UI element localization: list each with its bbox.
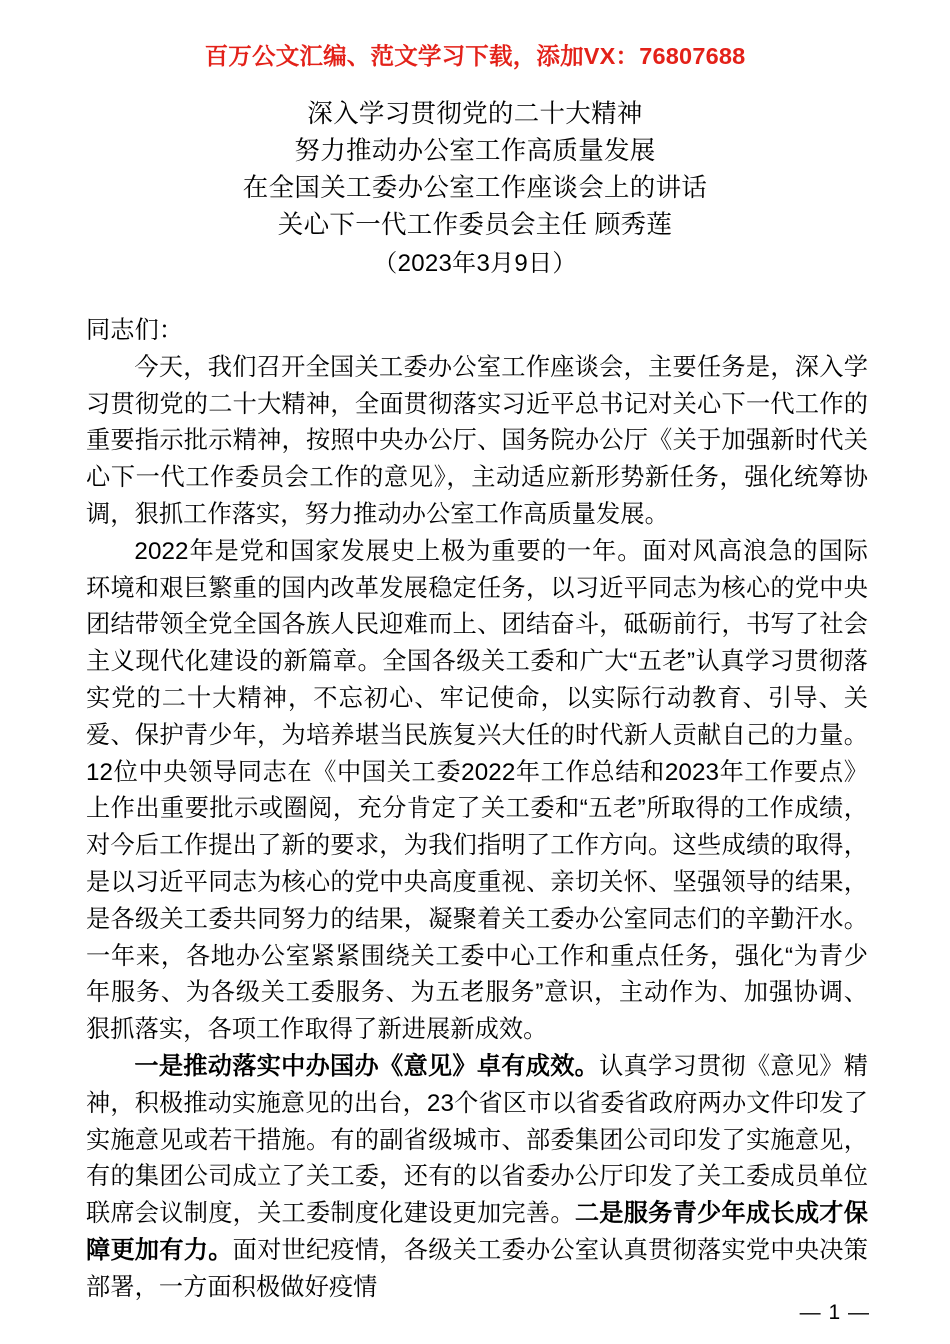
document-body xyxy=(86,313,868,1307)
title-line-3: 在全国关工委办公室工作座谈会上的讲话 xyxy=(242,174,708,202)
title-line-2: 努力推动办公室工作高质量发展 xyxy=(294,137,656,165)
salutation: 同志们： xyxy=(86,317,184,344)
paragraph-3-heading-1: 一是推动落实中办国办《意见》卓有成效。 xyxy=(134,1052,600,1080)
paragraph-2: 2022年是党和国家发展史上极为重要的一年。面对风高浪急的国际环境和艰巨繁重的国内改革发展稳定任务，以习近平同志为核心的党中央团结带领全党全国各族人民迎难而上、团结奋斗，砥砺前行，书写了社会主义现代化建设的新篇章。全国各级关工委和广大“五老”认真学习贯彻落实党的二十大精神，不忘初心、牢记使命，以实际行动教育、引导、关爱、保护青少年，为培养堪当民族复兴大任的时代新人贡献自己的力量。12位中央领导同志在《中国关工委2022年工作总结和2023年工作要点》上作出重要批示或圈阅，充分肯定了关工委和“五老”所取得的工作成绩，对今后工作提出了新的要求，为我们指明了工作方向。这些成绩的取得，是以习近平同志为核心的党中央高度重视、亲切关怀、坚强领导的结果，是各级关工委共同努力的结果，凝聚着关工委办公室同志们的辛勤汗水。一年来，各地办公室紧紧围绕关工委中心工作和重点任务，强化“为青少年服务、为各级关工委服务、为五老服务”意识，主动作为、加强协调、狠抓落实，各项工作取得了新进展新成效。 xyxy=(86,537,868,1044)
title-date: （2023年3月9日） xyxy=(373,250,577,277)
document-title-block xyxy=(0,96,950,284)
paragraph-3-heading-2: 二是服务青少年成长成才保障更加有力。 xyxy=(86,1200,868,1264)
page-number: — 1 — xyxy=(799,1301,870,1324)
title-line-author: 关心下一代工作委员会主任 顾秀莲 xyxy=(277,211,673,239)
paragraph-1: 今天，我们召开全国关工委办公室工作座谈会，主要任务是，深入学习贯彻党的二十大精神，全面贯彻落实习近平总书记对关心下一代工作的重要指示批示精神，按照中央办公厅、国务院办公厅《关于加强新时代关心下一代工作委员会工作的意见》，主动适应新形势新任务，强化统筹协调，狠抓工作落实，努力推动办公室工作高质量发展。 xyxy=(86,353,868,528)
promo-header-text: 百万公文汇编、范文学习下载，添加VX：76807688 xyxy=(204,43,746,69)
paragraph-3-text-2: 面对世纪疫情，各级关工委办公室认真贯彻落实党中央决策部署，一方面积极做好疫情 xyxy=(86,1236,868,1301)
paragraph-3 xyxy=(86,1049,868,1307)
paragraph-3-text-1: 认真学习贯彻《意见》精神，积极推动实施意见的出台，23个省区市以省委省政府两办文件印发了实施意见或若干措施。有的副省级城市、部委集团公司印发了实施意见，有的集团公司成立了关工委，还有的以省委办公厅印发了关工委成员单位联席会议制度，关工委制度化建设更加完善。 xyxy=(86,1052,868,1228)
title-line-1: 深入学习贯彻党的二十大精神 xyxy=(307,100,643,128)
